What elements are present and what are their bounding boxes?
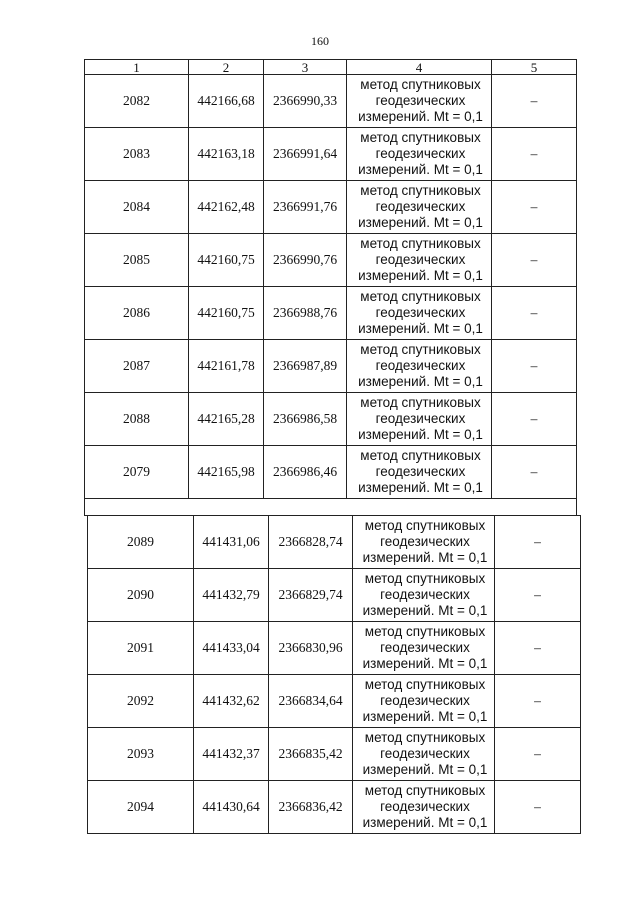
method-line: измерений. Mt = 0,1 bbox=[362, 550, 488, 565]
point-cell: 2079 bbox=[85, 446, 189, 499]
table-row bbox=[88, 516, 581, 569]
y-coordinate-cell: 2366830,96 bbox=[269, 622, 353, 675]
method-line: геодезических bbox=[380, 693, 470, 708]
y-coordinate-cell: 2366990,33 bbox=[264, 75, 347, 128]
method-line: измерений. Mt = 0,1 bbox=[358, 374, 483, 389]
point-cell: 2086 bbox=[85, 287, 189, 340]
note-cell: – bbox=[495, 675, 581, 728]
method-line: измерений. Mt = 0,1 bbox=[362, 709, 488, 724]
y-coordinate-cell: 2366986,58 bbox=[264, 393, 347, 446]
note-cell: – bbox=[492, 181, 577, 234]
method-line: геодезических bbox=[375, 93, 466, 108]
x-coordinate-cell: 442163,18 bbox=[189, 128, 264, 181]
point-cell: 2092 bbox=[88, 675, 194, 728]
method-line: измерений. Mt = 0,1 bbox=[358, 480, 483, 495]
method-cell bbox=[353, 622, 495, 675]
table-row bbox=[85, 393, 577, 446]
point-cell: 2093 bbox=[88, 728, 194, 781]
method-cell bbox=[347, 393, 492, 446]
x-coordinate-cell: 441432,37 bbox=[194, 728, 269, 781]
method-line: метод спутниковых bbox=[360, 342, 481, 357]
y-coordinate-cell: 2366834,64 bbox=[269, 675, 353, 728]
x-coordinate-cell: 441430,64 bbox=[194, 781, 269, 834]
section-separator-row bbox=[85, 499, 577, 516]
method-line: метод спутниковых bbox=[364, 677, 486, 692]
method-line: геодезических bbox=[375, 146, 466, 161]
point-cell: 2090 bbox=[88, 569, 194, 622]
method-line: метод спутниковых bbox=[360, 395, 481, 410]
note-cell: – bbox=[492, 446, 577, 499]
table-row bbox=[85, 181, 577, 234]
point-cell: 2094 bbox=[88, 781, 194, 834]
x-coordinate-cell: 442166,68 bbox=[189, 75, 264, 128]
method-line: геодезических bbox=[380, 799, 470, 814]
page-number: 160 bbox=[311, 34, 329, 48]
method-line: измерений. Mt = 0,1 bbox=[358, 109, 483, 124]
point-cell: 2085 bbox=[85, 234, 189, 287]
column-header-3: 3 bbox=[264, 60, 347, 75]
note-cell: – bbox=[492, 234, 577, 287]
method-cell bbox=[347, 128, 492, 181]
method-line: измерений. Mt = 0,1 bbox=[362, 656, 488, 671]
method-line: метод спутниковых bbox=[364, 624, 486, 639]
method-line: измерений. Mt = 0,1 bbox=[362, 603, 488, 618]
table-row bbox=[85, 128, 577, 181]
method-line: геодезических bbox=[380, 587, 470, 602]
column-header-1: 1 bbox=[85, 60, 189, 75]
method-cell bbox=[347, 234, 492, 287]
method-line: метод спутниковых bbox=[360, 183, 481, 198]
method-line: метод спутниковых bbox=[364, 783, 486, 798]
table-row bbox=[85, 446, 577, 499]
method-cell bbox=[353, 516, 495, 569]
x-coordinate-cell: 442160,75 bbox=[189, 287, 264, 340]
table-row bbox=[88, 569, 581, 622]
y-coordinate-cell: 2366991,76 bbox=[264, 181, 347, 234]
coordinates-table-bottom bbox=[87, 515, 581, 834]
x-coordinate-cell: 441432,79 bbox=[194, 569, 269, 622]
method-cell bbox=[353, 728, 495, 781]
x-coordinate-cell: 442165,28 bbox=[189, 393, 264, 446]
method-line: геодезических bbox=[375, 199, 466, 214]
method-line: геодезических bbox=[375, 252, 466, 267]
y-coordinate-cell: 2366986,46 bbox=[264, 446, 347, 499]
note-cell: – bbox=[492, 287, 577, 340]
method-line: геодезических bbox=[380, 746, 470, 761]
y-coordinate-cell: 2366828,74 bbox=[269, 516, 353, 569]
note-cell: – bbox=[492, 393, 577, 446]
x-coordinate-cell: 441431,06 bbox=[194, 516, 269, 569]
method-cell bbox=[353, 569, 495, 622]
method-line: метод спутниковых bbox=[360, 448, 481, 463]
method-line: метод спутниковых bbox=[360, 236, 481, 251]
x-coordinate-cell: 442165,98 bbox=[189, 446, 264, 499]
point-cell: 2087 bbox=[85, 340, 189, 393]
y-coordinate-cell: 2366988,76 bbox=[264, 287, 347, 340]
x-coordinate-cell: 441432,62 bbox=[194, 675, 269, 728]
note-cell: – bbox=[495, 622, 581, 675]
method-cell bbox=[347, 75, 492, 128]
method-line: геодезических bbox=[375, 411, 466, 426]
y-coordinate-cell: 2366835,42 bbox=[269, 728, 353, 781]
method-line: измерений. Mt = 0,1 bbox=[358, 268, 483, 283]
method-cell bbox=[353, 675, 495, 728]
section-separator-cell bbox=[85, 499, 577, 516]
column-header-2: 2 bbox=[189, 60, 264, 75]
y-coordinate-cell: 2366987,89 bbox=[264, 340, 347, 393]
method-line: геодезических bbox=[375, 464, 466, 479]
point-cell: 2082 bbox=[85, 75, 189, 128]
column-header-4: 4 bbox=[347, 60, 492, 75]
y-coordinate-cell: 2366836,42 bbox=[269, 781, 353, 834]
method-line: метод спутниковых bbox=[360, 77, 481, 92]
table-row bbox=[85, 287, 577, 340]
x-coordinate-cell: 441433,04 bbox=[194, 622, 269, 675]
x-coordinate-cell: 442160,75 bbox=[189, 234, 264, 287]
y-coordinate-cell: 2366829,74 bbox=[269, 569, 353, 622]
method-cell bbox=[347, 287, 492, 340]
point-cell: 2088 bbox=[85, 393, 189, 446]
table-row bbox=[88, 728, 581, 781]
table-row bbox=[88, 622, 581, 675]
point-cell: 2089 bbox=[88, 516, 194, 569]
point-cell: 2091 bbox=[88, 622, 194, 675]
coordinates-table-top bbox=[84, 59, 577, 516]
note-cell: – bbox=[495, 728, 581, 781]
method-line: геодезических bbox=[375, 358, 466, 373]
method-cell bbox=[347, 446, 492, 499]
header-row bbox=[85, 60, 577, 75]
method-cell bbox=[353, 781, 495, 834]
x-coordinate-cell: 442161,78 bbox=[189, 340, 264, 393]
table-row bbox=[85, 340, 577, 393]
method-line: метод спутниковых bbox=[364, 571, 486, 586]
note-cell: – bbox=[492, 128, 577, 181]
method-line: метод спутниковых bbox=[364, 730, 486, 745]
method-line: метод спутниковых bbox=[364, 518, 486, 533]
method-line: геодезических bbox=[375, 305, 466, 320]
note-cell: – bbox=[492, 75, 577, 128]
y-coordinate-cell: 2366991,64 bbox=[264, 128, 347, 181]
method-line: измерений. Mt = 0,1 bbox=[358, 215, 483, 230]
table-row bbox=[85, 75, 577, 128]
method-line: метод спутниковых bbox=[360, 130, 481, 145]
method-line: геодезических bbox=[380, 640, 470, 655]
point-cell: 2083 bbox=[85, 128, 189, 181]
method-line: измерений. Mt = 0,1 bbox=[358, 162, 483, 177]
method-cell bbox=[347, 181, 492, 234]
y-coordinate-cell: 2366990,76 bbox=[264, 234, 347, 287]
table-row bbox=[85, 234, 577, 287]
method-line: геодезических bbox=[380, 534, 470, 549]
method-cell bbox=[347, 340, 492, 393]
note-cell: – bbox=[492, 340, 577, 393]
note-cell: – bbox=[495, 569, 581, 622]
method-line: измерений. Mt = 0,1 bbox=[362, 762, 488, 777]
table-row bbox=[88, 781, 581, 834]
note-cell: – bbox=[495, 781, 581, 834]
point-cell: 2084 bbox=[85, 181, 189, 234]
column-header-5: 5 bbox=[492, 60, 577, 75]
method-line: измерений. Mt = 0,1 bbox=[358, 321, 483, 336]
method-line: измерений. Mt = 0,1 bbox=[358, 427, 483, 442]
x-coordinate-cell: 442162,48 bbox=[189, 181, 264, 234]
table-row bbox=[88, 675, 581, 728]
note-cell: – bbox=[495, 516, 581, 569]
method-line: измерений. Mt = 0,1 bbox=[362, 815, 488, 830]
method-line: метод спутниковых bbox=[360, 289, 481, 304]
